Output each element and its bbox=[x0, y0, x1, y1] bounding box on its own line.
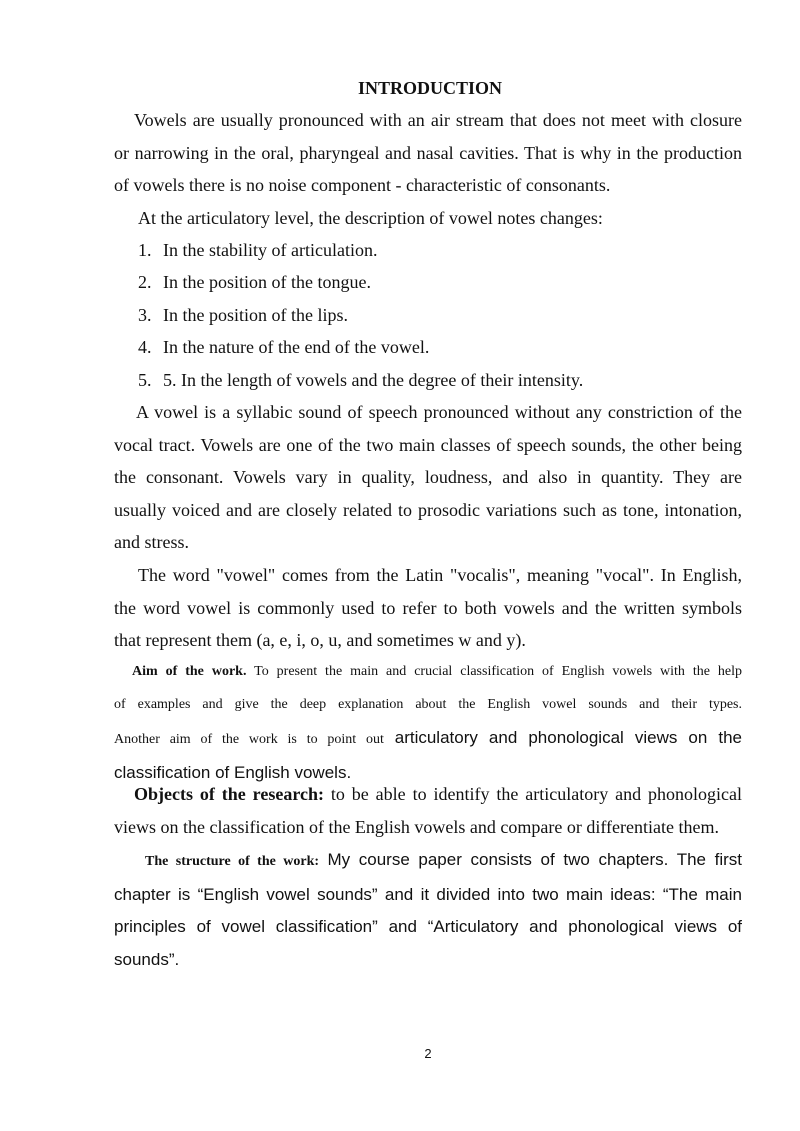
aim-line: of examples and give the deep explanation about the English vowel sounds and their types. bbox=[114, 696, 742, 712]
objects-line bbox=[114, 778, 742, 811]
aim-line bbox=[114, 656, 742, 689]
list-text: In the stability of articulation. bbox=[163, 240, 378, 260]
list-number: 3. bbox=[138, 305, 152, 325]
section-structure bbox=[114, 843, 742, 976]
list-item bbox=[138, 270, 371, 294]
aim-heading: Aim of the work. bbox=[132, 664, 247, 679]
paragraph-vowel-definition bbox=[114, 396, 742, 559]
paragraph-line: usually voiced and are closely related to prosodic variations such as tone, intonation, bbox=[114, 499, 742, 520]
list-number: 2. bbox=[138, 272, 152, 292]
list-text: In the position of the tongue. bbox=[163, 272, 371, 292]
paragraph-line: the word vowel is commonly used to refer to both vowels and the written symbols bbox=[114, 597, 742, 618]
section-aim bbox=[114, 656, 742, 789]
paragraph-articulatory-level bbox=[114, 202, 742, 235]
objects-text: to be able to identify the articulatory and phonological bbox=[330, 784, 742, 804]
list-item bbox=[138, 303, 348, 327]
structure-line: principles of vowel classification” and “Articulatory and phonological views of bbox=[114, 917, 742, 936]
paragraph-word-vowel bbox=[114, 559, 742, 657]
paragraph-line: of vowels there is no noise component - characteristic of consonants. bbox=[114, 175, 611, 195]
list-item bbox=[138, 335, 429, 359]
page-number: 2 bbox=[424, 1046, 432, 1061]
paragraph-intro bbox=[114, 104, 742, 202]
structure-line: chapter is “English vowel sounds” and it divided into two main ideas: “The main bbox=[114, 884, 742, 904]
aim-text: Another aim of the work is to point out bbox=[114, 732, 384, 747]
paragraph-line: vocal tract. Vowels are one of the two main classes of speech sounds, the other being bbox=[114, 434, 742, 455]
paragraph-line: that represent them (a, e, i, o, u, and sometimes w and y). bbox=[114, 630, 526, 650]
paragraph-line: and stress. bbox=[114, 532, 189, 552]
paragraph-line: The word "vowel" comes from the Latin "vocalis", meaning "vocal". In English, bbox=[138, 565, 742, 585]
aim-line: classification of English vowels. bbox=[114, 762, 352, 782]
aim-text: To present the main and crucial classification of English vowels with the help bbox=[254, 664, 742, 679]
structure-text: My course paper consists of two chapters. The first bbox=[327, 850, 743, 869]
aim-line bbox=[114, 721, 742, 757]
list-text: 5. In the length of vowels and the degree of their intensity. bbox=[163, 370, 584, 390]
paragraph-line: Vowels are usually pronounced with an air stream that does not meet with closure bbox=[134, 110, 742, 130]
structure-line: sounds”. bbox=[114, 949, 180, 969]
paragraph-line: or narrowing in the oral, pharyngeal and nasal cavities. That is why in the production bbox=[114, 142, 742, 163]
list-item bbox=[138, 368, 583, 392]
list-text: In the nature of the end of the vowel. bbox=[163, 337, 430, 357]
list-number: 4. bbox=[138, 337, 152, 357]
list-text: In the position of the lips. bbox=[163, 305, 348, 325]
list-number: 5. bbox=[138, 370, 152, 390]
list-item bbox=[138, 238, 377, 262]
paragraph-line: A vowel is a syllabic sound of speech pronounced without any constriction of the bbox=[136, 402, 742, 422]
paragraph-line: the consonant. Vowels vary in quality, loudness, and also in quantity. They are bbox=[114, 467, 742, 487]
structure-heading: The structure of the work: bbox=[145, 854, 320, 869]
objects-line: views on the classification of the English vowels and compare or differentiate them. bbox=[114, 816, 719, 837]
paragraph-line: At the articulatory level, the description of vowel notes changes: bbox=[138, 208, 603, 228]
list-number: 1. bbox=[138, 240, 152, 260]
structure-line bbox=[114, 843, 742, 879]
page-title: INTRODUCTION bbox=[357, 78, 503, 98]
aim-text: articulatory and phonological views on the bbox=[394, 728, 742, 747]
section-objects bbox=[114, 778, 742, 843]
objects-heading: Objects of the research: bbox=[134, 784, 324, 804]
